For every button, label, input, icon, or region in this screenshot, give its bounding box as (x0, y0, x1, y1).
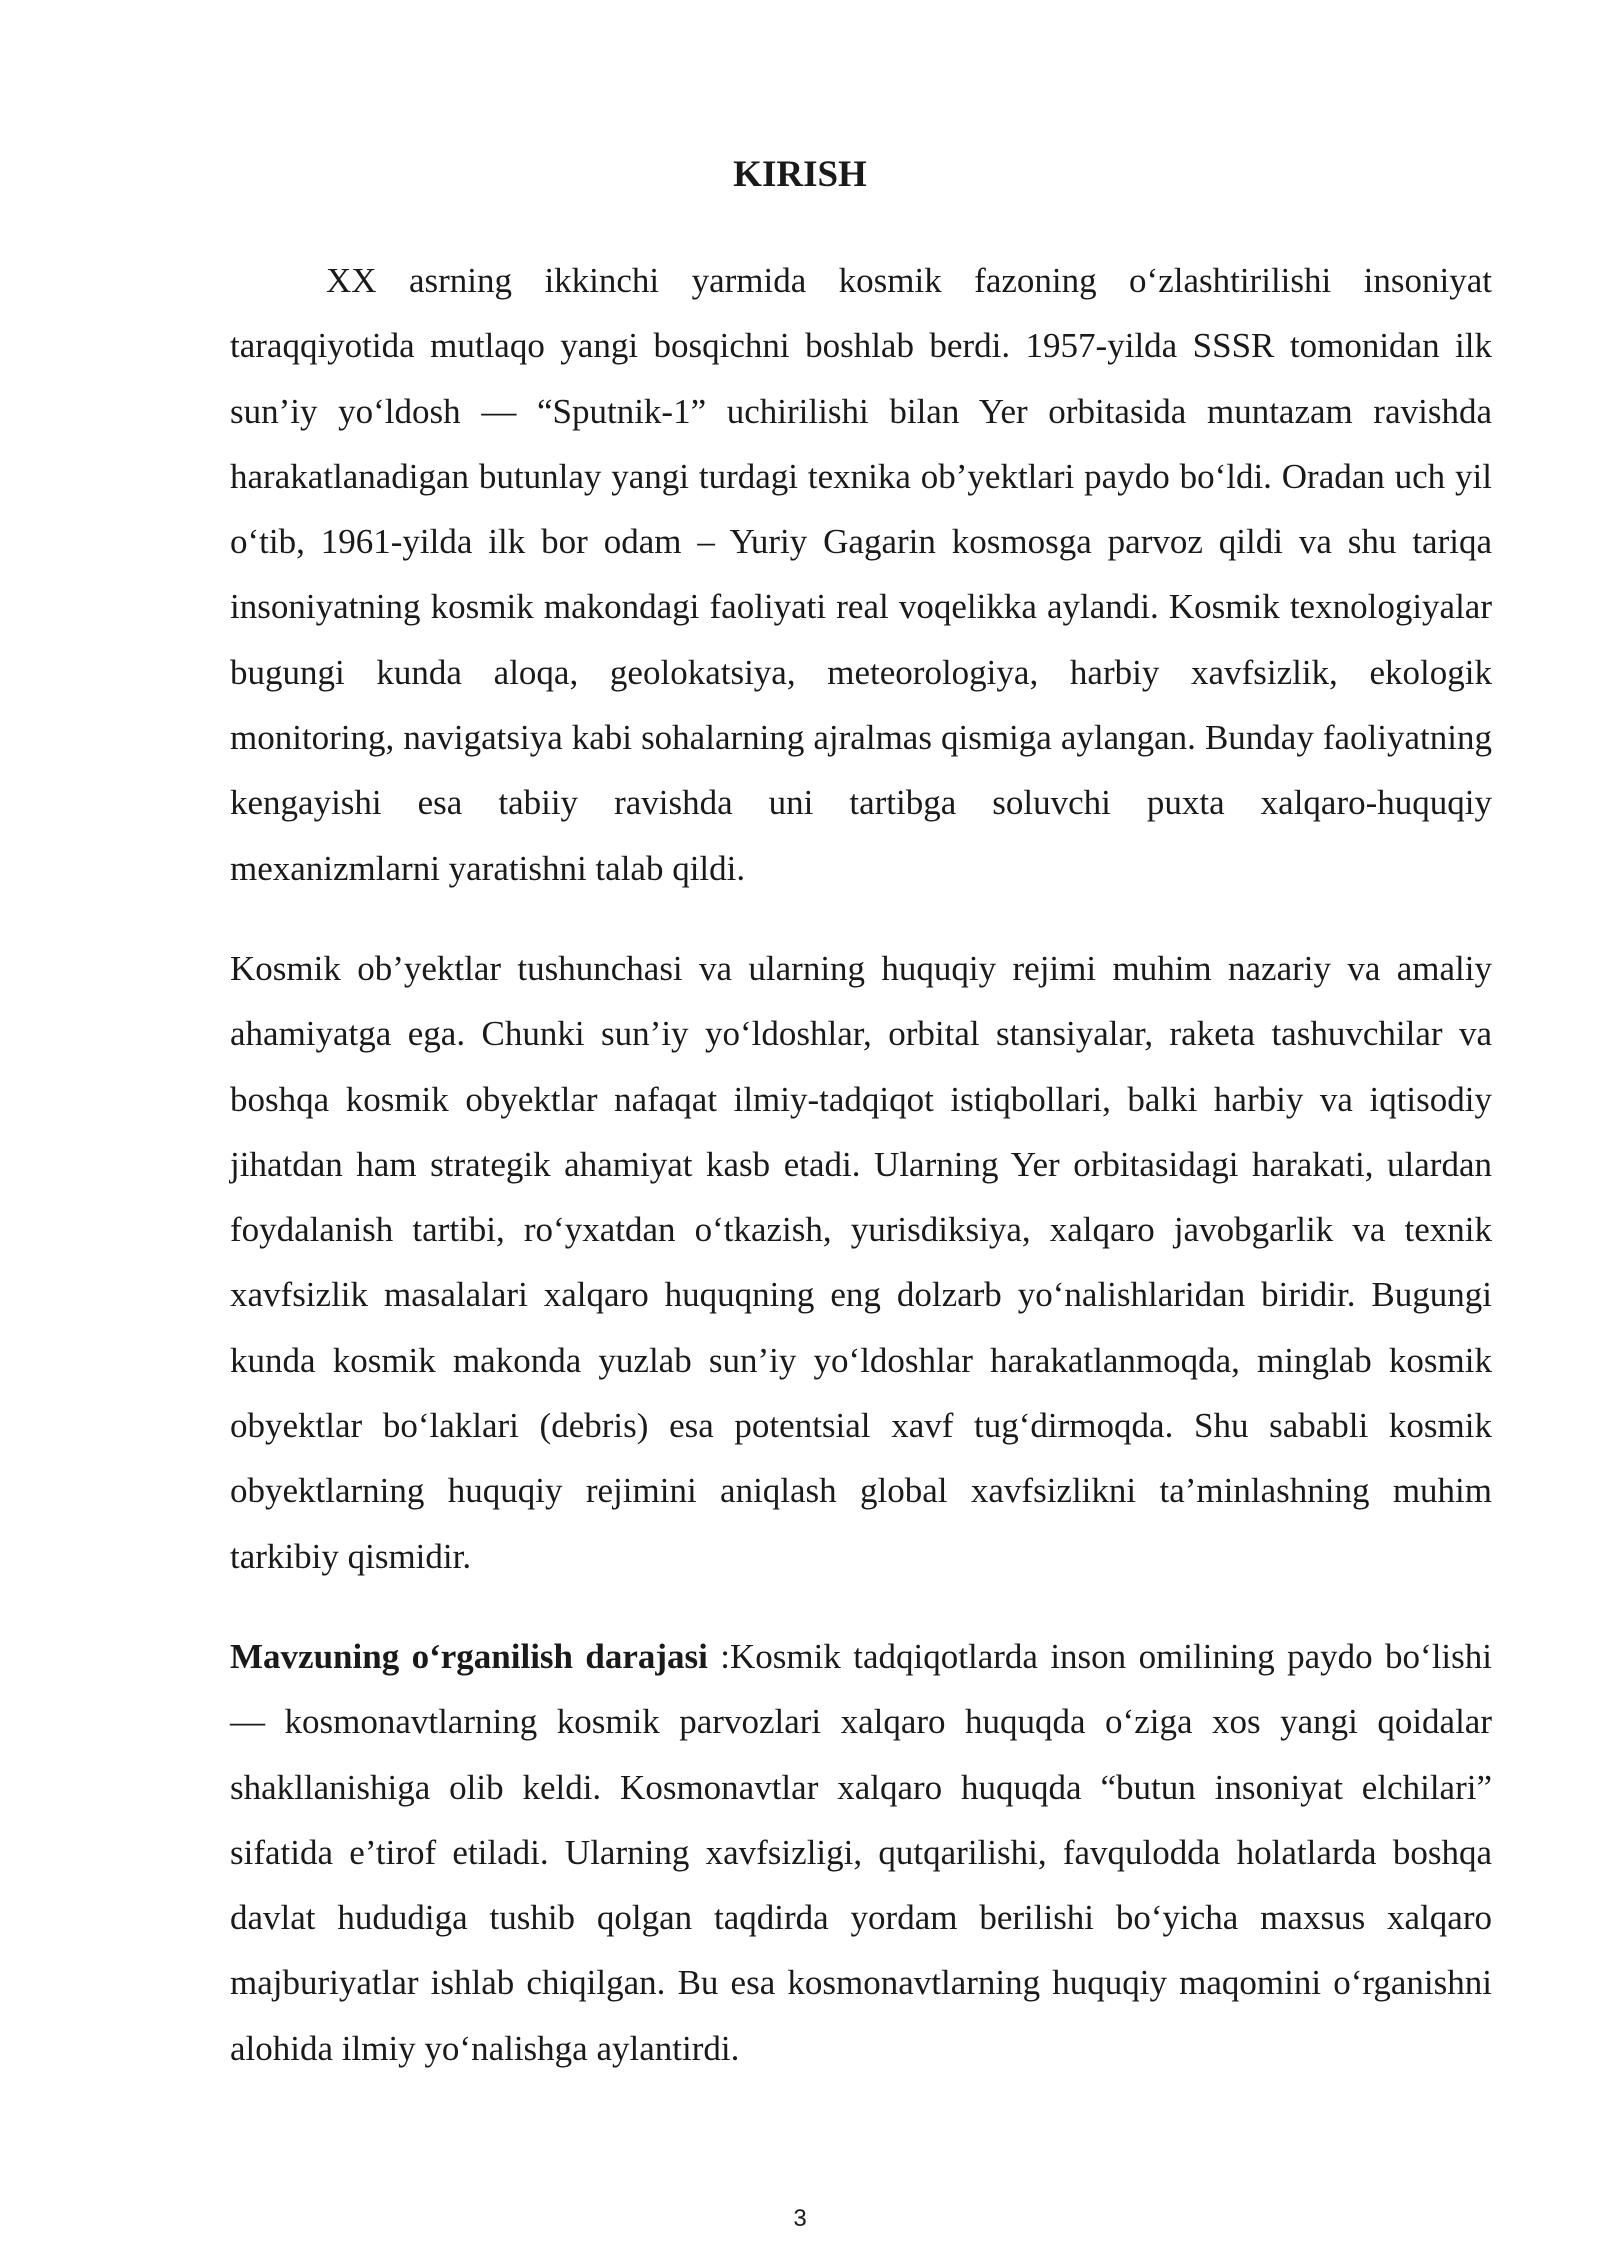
paragraph-3-text: :Kosmik tadqiqotlarda inson omilining paydo bo‘lishi — kosmonavtlarning kosmik parvozlari xalqaro huquqda o‘ziga xos yangi qoidalar shakllanishiga olib keldi. Kosmonavtlar xalqaro huquqda “butun insoniyat elchilari” sifatida e’tirof etiladi. Ularning xavfsizligi, qutqarilishi, favqulodda holatlarda boshqa davlat hududiga tushib qolgan taqdirda yordam berilishi bo‘yicha maxsus xalqaro majburiyatlar ishlab chiqilgan. Bu esa kosmonavtlarning huquqiy maqomini o‘rganishni alohida ilmiy yo‘nalishga aylantirdi. (230, 1636, 1492, 2068)
page-title: KIRISH (733, 154, 867, 195)
paragraph-2-text: Kosmik ob’yektlar tushunchasi va ularning huquqiy rejimi muhim nazariy va amaliy ahamiyatga ega. Chunki sun’iy yo‘ldoshlar, orbital stansiyalar, raketa tashuvchilar va boshqa kosmik obyektlar nafaqat ilmiy-tadqiqot istiqbollari, balki harbiy va iqtisodiy jihatdan ham strategik ahamiyat kasb etadi. Ularning Yer orbitasidagi harakati, ulardan foydalanish tartibi, ro‘yxatdan o‘tkazish, yurisdiksiya, xalqaro javobgarlik va texnik xavfsizlik masalalari xalqaro huquqning eng dolzarb yo‘nalishlaridan biridir. Bugungi kunda kosmik makonda yuzlab sun’iy yo‘ldoshlar harakatlanmoqda, minglab kosmik obyektlar bo‘laklari (debris) esa potentsial xavf tug‘dirmoqda. Shu sababli kosmik obyektlarning huquqiy rejimini aniqlash global xavfsizlikni ta’minlashning muhim tarkibiy qismidir. (230, 948, 1492, 1576)
paragraph-1-text: XX asrning ikkinchi yarmida kosmik fazoning o‘zlashtirilishi insoniyat taraqqiyotida mutlaqo yangi bosqichni boshlab berdi. 1957-yilda SSSR tomonidan ilk sun’iy yo‘ldosh — “Sputnik-1” uchirilishi bilan Yer orbitasida muntazam ravishda harakatlanadigan butunlay yangi turdagi texnika ob’yektlari paydo bo‘ldi. Oradan uch yil o‘tib, 1961-yilda ilk bor odam – Yuriy Gagarin kosmosga parvoz qildi va shu tariqa insoniyatning kosmik makondagi faoliyati real voqelikka aylandi. Kosmik texnologiyalar bugungi kunda aloqa, geolokatsiya, meteorologiya, harbiy xavfsizlik, ekologik monitoring, navigatsiya kabi sohalarning ajralmas qismiga aylangan. Bunday faoliyatning kengayishi esa tabiiy ravishda uni tartibga soluvchi puxta xalqaro-huquqiy mexanizmlarni yaratishni talab qildi. (230, 261, 1492, 888)
paragraph-2 (230, 936, 1492, 1589)
body-text (230, 248, 1492, 2081)
paragraph-1 (230, 248, 1492, 901)
paragraph-3-lead: Mavzuning o‘rganilish darajasi (230, 1636, 708, 1676)
page-number: 3 (793, 2205, 807, 2232)
paragraph-3 (230, 1624, 1492, 2081)
